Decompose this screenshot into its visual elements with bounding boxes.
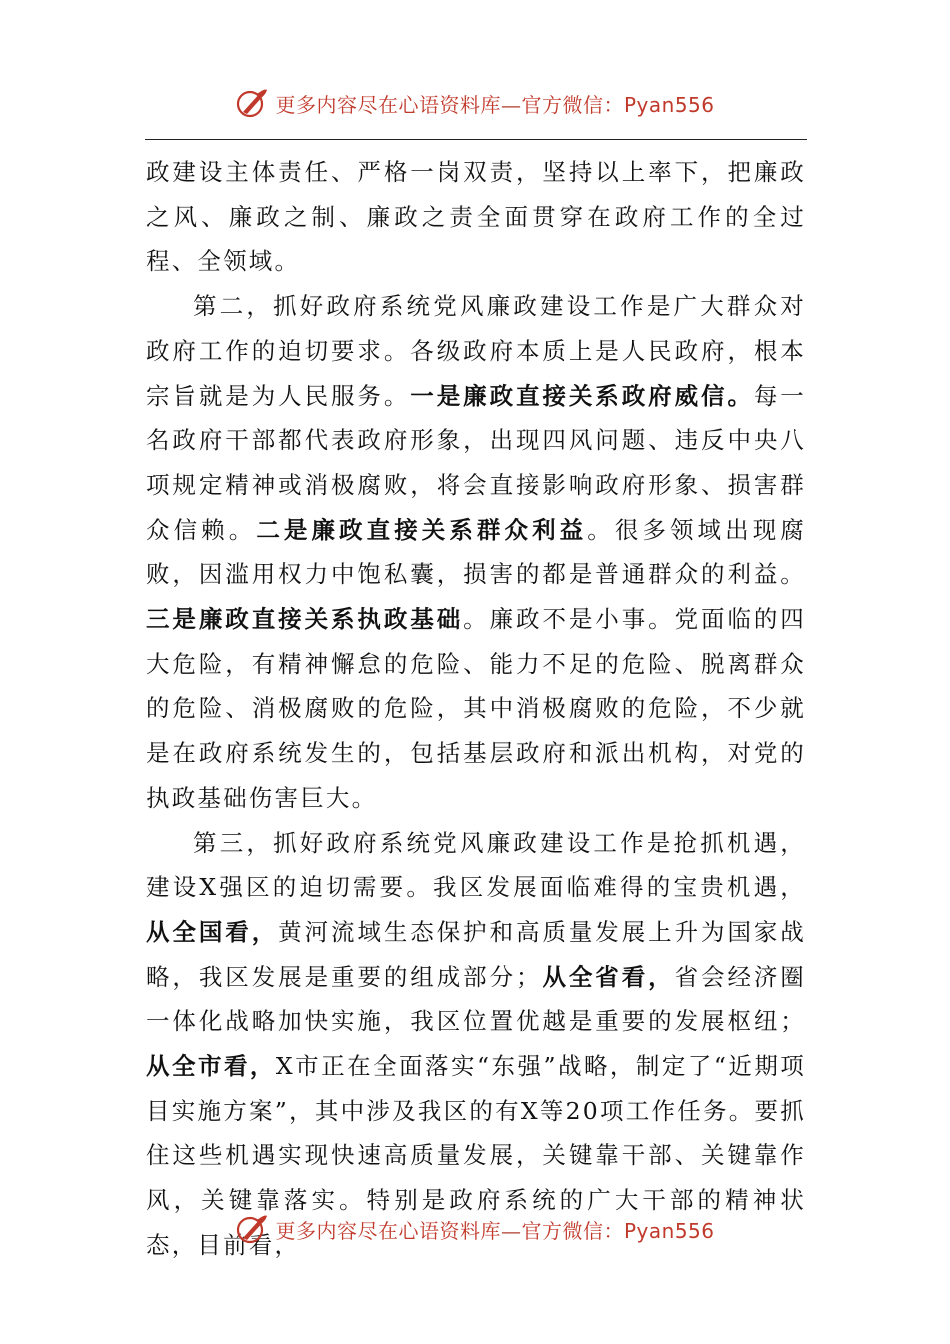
footer-separator: — xyxy=(500,1218,522,1243)
p3-bold-3: 从全市看， xyxy=(146,1052,276,1081)
p3-bold-1: 从全国看， xyxy=(146,917,279,946)
paragraph-2 xyxy=(146,284,806,820)
quill-logo-icon xyxy=(235,1212,269,1246)
footer-banner xyxy=(0,1212,950,1246)
footer-wechat-label: 官方微信： xyxy=(521,1218,624,1243)
header-banner xyxy=(0,86,950,120)
p2-bold-1: 一是廉政直接关系政府威信。 xyxy=(410,381,754,410)
p3-bold-2: 从全省看， xyxy=(541,962,675,991)
p3-text-3: 省会经济圈一体化战略加快实施，我区位置优越是重要的发展枢纽； xyxy=(146,962,807,1036)
quill-logo-icon xyxy=(235,86,269,120)
p3-text-2: 黄河流域生态保护和高质量发展上升为国家战略，我区发展是重要的组成部分； xyxy=(146,917,807,991)
p2-text-2: 每一名政府干部都代表政府形象，出现四风问题、违反中央八项规定精神或消极腐败，将会直接影响政府形象、损害群众信赖。 xyxy=(146,381,807,544)
header-wechat-handle: Pyan556 xyxy=(623,92,715,117)
header-separator: — xyxy=(500,92,522,117)
footer-banner-text xyxy=(275,1215,714,1244)
footer-site-name: 更多内容尽在心语资料库 xyxy=(275,1218,501,1243)
document-body xyxy=(146,150,806,1268)
p2-text-3: 。很多领域出现腐败，因滥用权力中饱私囊，损害的都是普通群众的利益。 xyxy=(146,515,806,589)
p3-text-1: 第三，抓好政府系统党风廉政建设工作是抢抓机遇，建设X强区的迫切需要。我区发展面临难得的宝贵机遇， xyxy=(146,828,806,902)
p2-text-1: 第二，抓好政府系统党风廉政建设工作是广大群众对政府工作的迫切要求。各级政府本质上是人民政府，根本宗旨就是为人民服务。 xyxy=(146,292,806,410)
p2-text-4: 。廉政不是小事。党面临的四大危险，有精神懈怠的危险、能力不足的危险、脱离群众的危险、消极腐败的危险，其中消极腐败的危险，不少就是在政府系统发生的，包括基层政府和派出机构，对党的执政基础伤害巨大。 xyxy=(146,605,806,812)
paragraph-3 xyxy=(146,821,806,1268)
header-banner-text xyxy=(275,89,714,118)
p2-bold-3: 三是廉政直接关系执政基础 xyxy=(146,605,464,634)
p3-text-4: X市正在全面落实“东强”战略，制定了“近期项目实施方案”，其中涉及我区的有X等20项工作任务。要抓住这些机遇实现快速高质量发展，关键靠干部、关键靠作风，关键靠落实。特别是政府系统的广大干部的精神状态，目前看， xyxy=(146,1052,807,1259)
header-wechat-label: 官方微信： xyxy=(521,92,624,117)
paragraph-1 xyxy=(146,150,806,284)
p2-bold-2: 二是廉政直接关系群众利益 xyxy=(256,515,588,544)
header-divider xyxy=(145,139,807,140)
header-site-name: 更多内容尽在心语资料库 xyxy=(275,92,501,117)
p1-text: 政建设主体责任、严格一岗双责，坚持以上率下，把廉政之风、廉政之制、廉政之责全面贯穿在政府工作的全过程、全领域。 xyxy=(146,158,806,276)
footer-wechat-handle: Pyan556 xyxy=(623,1218,715,1243)
